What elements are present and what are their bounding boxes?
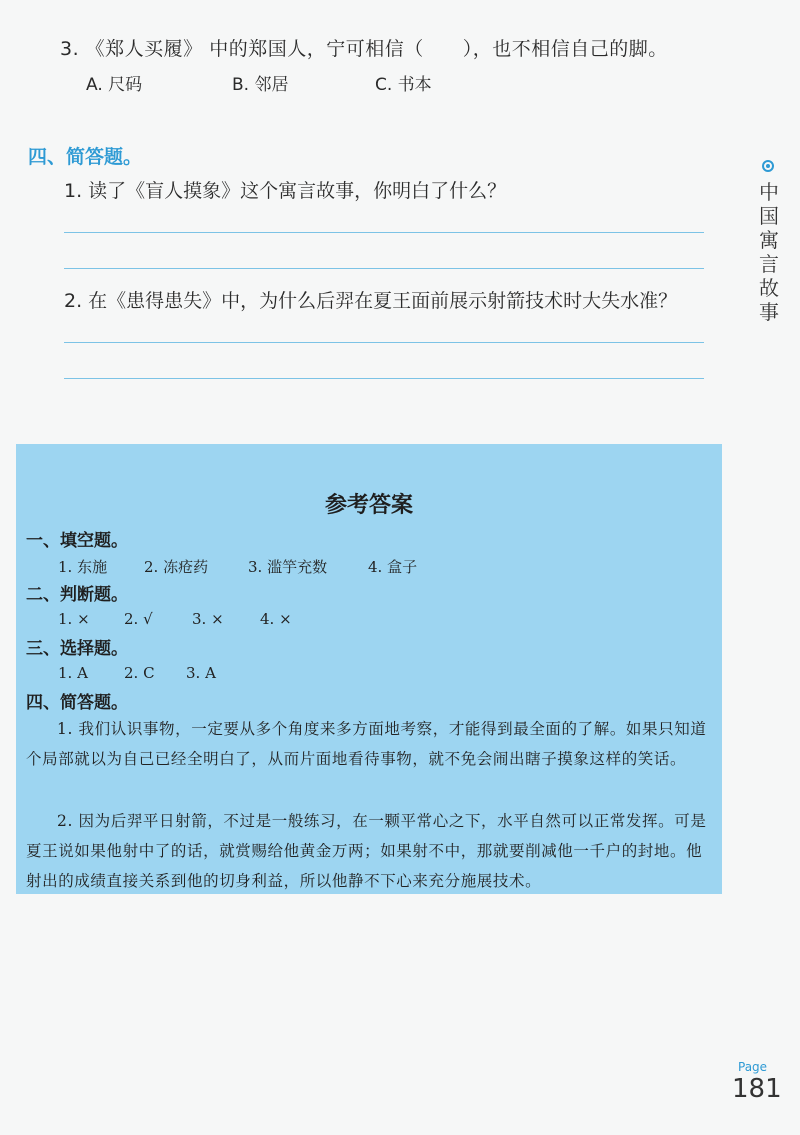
section-heading: 四、简答题。 xyxy=(28,146,143,168)
option-a: A. 尺码 xyxy=(86,75,143,95)
answer-item: 4. 盒子 xyxy=(368,558,418,576)
page-label: Page xyxy=(738,1060,768,1074)
answer-item: 2. C xyxy=(124,664,155,682)
short-question-2: 2. 在《患得患失》中，为什么后羿在夏王面前展示射箭技术时大失水准？ xyxy=(64,290,678,312)
answer-box xyxy=(16,444,722,894)
answer-line xyxy=(64,378,704,379)
option-b: B. 邻居 xyxy=(232,75,289,95)
question-3: 3. 《郑人买履》 中的郑国人，宁可相信（ ），也不相信自己的脚。 xyxy=(60,38,668,60)
answer-item: 3. 滥竽充数 xyxy=(248,558,328,576)
side-title: 中国寓言故事 xyxy=(759,180,779,324)
answer-section-heading: 一、填空题。 xyxy=(26,531,128,551)
ring-icon xyxy=(762,160,774,172)
answer-line xyxy=(64,232,704,233)
answer-title: 参考答案 xyxy=(324,492,413,518)
short-question-1: 1. 读了《盲人摸象》这个寓言故事，你明白了什么？ xyxy=(64,180,507,202)
answer-section-heading: 二、判断题。 xyxy=(26,585,128,605)
answer-item: 1. 东施 xyxy=(58,558,108,576)
answer-line xyxy=(64,342,704,343)
answer-item: 2. 冻疮药 xyxy=(144,558,209,576)
answer-line xyxy=(64,268,704,269)
answer-item: 2. √ xyxy=(124,610,153,628)
answer-item: 3. × xyxy=(192,610,224,628)
answer-item: 4. × xyxy=(260,610,292,628)
page-number: 181 xyxy=(732,1074,782,1104)
option-c: C. 书本 xyxy=(375,75,432,95)
answer-section-heading: 四、简答题。 xyxy=(26,693,128,713)
answer-section-heading: 三、选择题。 xyxy=(26,639,128,659)
answer-item: 1. A xyxy=(58,664,88,682)
answer-item: 1. × xyxy=(58,610,90,628)
answer-item: 3. A xyxy=(186,664,216,682)
answer-paragraph-2: 2. 因为后羿平日射箭，不过是一般练习，在一颗平常心之下，水平自然可以正常发挥。可是夏王说如果他射中了的话，就赏赐给他黄金万两；如果射不中，那就要削减他一千户的封地。他射出的成绩直接关系到他的切身利益，所以他静不下心来充分施展技术。 xyxy=(26,812,707,890)
answer-paragraph-1: 1. 我们认识事物，一定要从多个角度来多方面地考察，才能得到最全面的了解。如果只知道个局部就以为自己已经全明白了，从而片面地看待事物，就不免会闹出瞎子摸象这样的笑话。 xyxy=(26,720,707,768)
